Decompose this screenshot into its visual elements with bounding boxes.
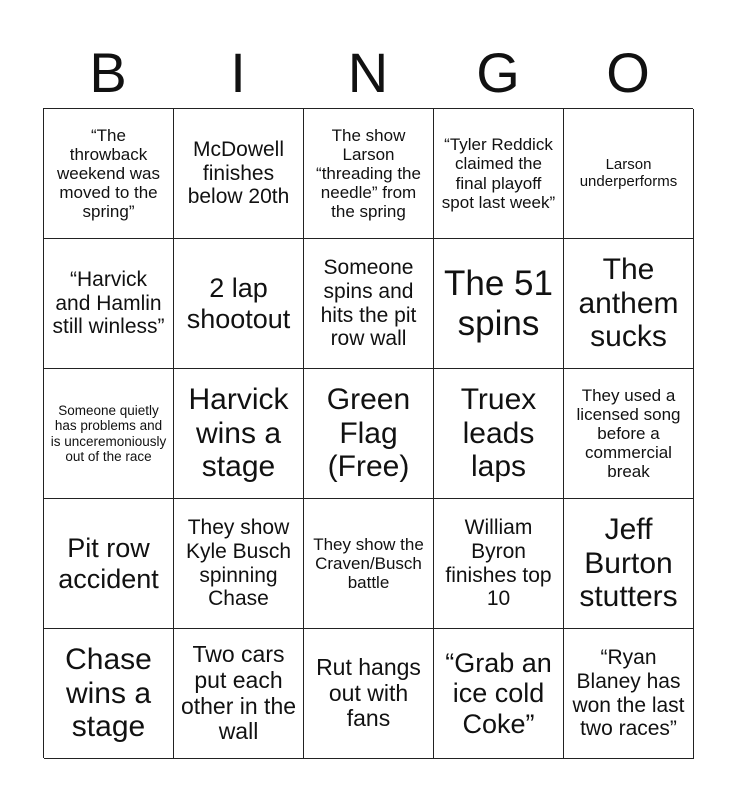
bingo-cell-text: Jeff Burton stutters: [579, 513, 678, 614]
header-letter-g: G: [476, 41, 520, 104]
bingo-cell-text: Harvick wins a stage: [188, 383, 289, 484]
bingo-cell-r5-c5[interactable]: [564, 629, 694, 759]
bingo-cell-text: 2 lap shootout: [186, 273, 291, 334]
bingo-cell-r5-c4[interactable]: [434, 629, 564, 759]
bingo-cell-r4-c4[interactable]: [434, 499, 564, 629]
bingo-cell-text: Green Flag (Free): [326, 383, 411, 484]
bingo-cell-text: Truex leads laps: [460, 383, 537, 484]
header-letter-n: N: [347, 41, 389, 104]
bingo-cell-r1-c5[interactable]: [564, 109, 694, 239]
bingo-cell-r4-c2[interactable]: [174, 499, 304, 629]
bingo-cell-r5-c3[interactable]: [304, 629, 434, 759]
bingo-cell-text: McDowell finishes below 20th: [187, 138, 290, 209]
bingo-cell-r4-c3[interactable]: [304, 499, 434, 629]
bingo-cell-r1-c2[interactable]: [174, 109, 304, 239]
bingo-cell-text: “Harvick and Hamlin still winless”: [52, 268, 165, 339]
bingo-cell-text: The show Larson “threading the needle” from the spring: [316, 125, 421, 222]
bingo-cell-r3-c2[interactable]: [174, 369, 304, 499]
bingo-cell-text: Two cars put each other in the wall: [180, 641, 297, 745]
bingo-cell-text: They show the Craven/Busch battle: [313, 534, 424, 593]
bingo-cell-r3-c1[interactable]: [44, 369, 174, 499]
bingo-cell-text: They show Kyle Busch spinning Chase: [185, 516, 292, 611]
bingo-cell-r5-c1[interactable]: [44, 629, 174, 759]
bingo-cell-text: Larson underperforms: [579, 155, 678, 190]
bingo-cell-text: The 51 spins: [444, 264, 553, 343]
bingo-cell-text: Chase wins a stage: [65, 643, 152, 744]
bingo-board: [43, 108, 693, 758]
header-letter-i: I: [230, 41, 246, 104]
bingo-cell-r3-c4[interactable]: [434, 369, 564, 499]
bingo-cell-text: “Tyler Reddick claimed the final playoff spot last week”: [441, 135, 556, 212]
bingo-cell-r4-c1[interactable]: [44, 499, 174, 629]
bingo-cell-text: Rut hangs out with fans: [316, 653, 421, 732]
bingo-cell-r2-c2[interactable]: [174, 239, 304, 369]
bingo-cell-r3-c3[interactable]: [304, 369, 434, 499]
bingo-cell-text: Someone quietly has problems and is unceremoniously out of the race: [50, 403, 167, 464]
header-letter-o: O: [606, 41, 650, 104]
bingo-cell-text: William Byron finishes top 10: [445, 516, 552, 611]
bingo-cell-text: “Ryan Blaney has won the last two races”: [572, 646, 685, 741]
bingo-cell-r1-c4[interactable]: [434, 109, 564, 239]
bingo-cell-text: Pit row accident: [58, 533, 159, 594]
bingo-cell-text: “The throwback weekend was moved to the spring”: [56, 125, 160, 222]
bingo-cell-r2-c5[interactable]: [564, 239, 694, 369]
bingo-cell-r2-c1[interactable]: [44, 239, 174, 369]
bingo-cell-r1-c3[interactable]: [304, 109, 434, 239]
bingo-cell-r1-c1[interactable]: [44, 109, 174, 239]
bingo-cell-text: They used a licensed song before a commercial break: [576, 385, 681, 482]
bingo-cell-text: “Grab an ice cold Coke”: [445, 648, 552, 739]
bingo-header: [43, 40, 693, 106]
bingo-cell-r4-c5[interactable]: [564, 499, 694, 629]
bingo-cell-text: Someone spins and hits the pit row wall: [320, 256, 417, 351]
header-letter-b: B: [89, 41, 127, 104]
bingo-cell-r2-c4[interactable]: [434, 239, 564, 369]
bingo-cell-text: The anthem sucks: [578, 253, 679, 354]
bingo-cell-r5-c2[interactable]: [174, 629, 304, 759]
bingo-cell-r3-c5[interactable]: [564, 369, 694, 499]
bingo-cell-r2-c3[interactable]: [304, 239, 434, 369]
